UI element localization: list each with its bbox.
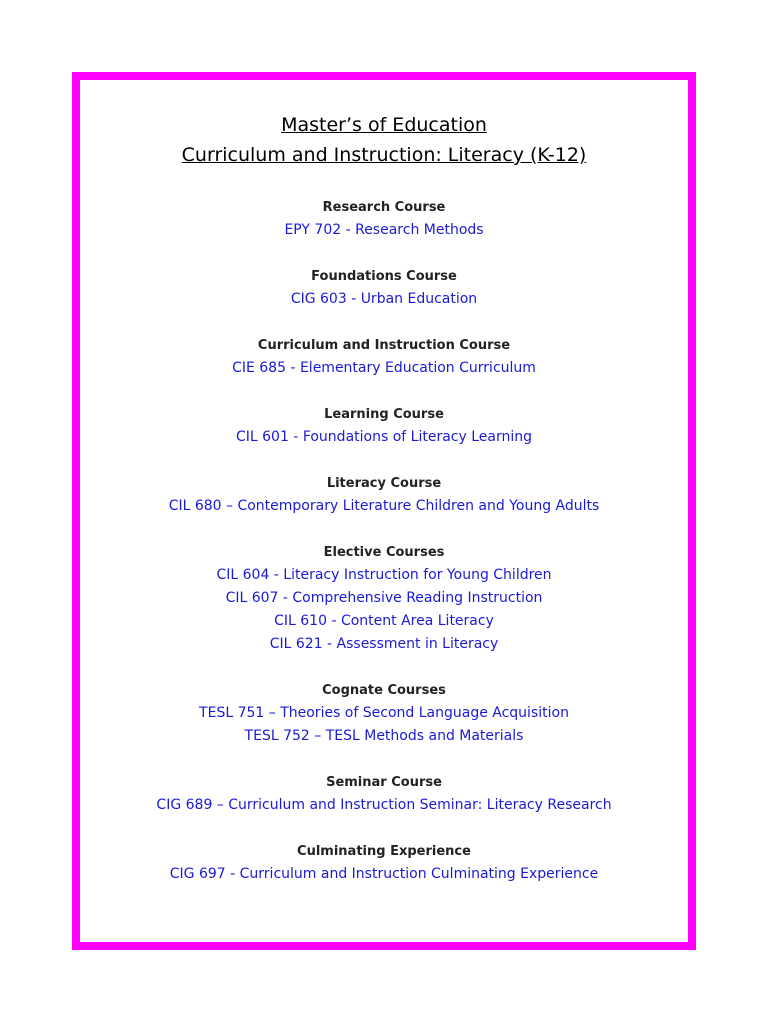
course-item: TESL 751 – Theories of Second Language Acquisition bbox=[199, 705, 569, 721]
section-heading: Research Course bbox=[322, 200, 446, 215]
document-title-line1: Master’s of Education bbox=[281, 114, 487, 136]
course-item: CIL 621 - Assessment in Literacy bbox=[269, 636, 499, 652]
document-border-frame bbox=[72, 72, 696, 950]
course-item: CIL 610 - Content Area Literacy bbox=[274, 613, 494, 629]
section-heading: Seminar Course bbox=[326, 775, 442, 790]
course-item: CIL 607 - Comprehensive Reading Instruction bbox=[225, 590, 543, 606]
course-item: TESL 752 – TESL Methods and Materials bbox=[244, 728, 524, 744]
course-section bbox=[80, 771, 688, 817]
course-item: CIL 604 - Literacy Instruction for Young Children bbox=[216, 567, 552, 583]
section-heading: Curriculum and Instruction Course bbox=[257, 338, 511, 353]
course-section bbox=[80, 679, 688, 748]
document-title-line2: Curriculum and Instruction: Literacy (K-12) bbox=[181, 144, 587, 166]
course-item: CIL 601 - Foundations of Literacy Learning bbox=[235, 429, 532, 445]
course-item: CIG 603 - Urban Education bbox=[290, 291, 478, 307]
section-heading: Literacy Course bbox=[326, 476, 442, 491]
section-heading: Learning Course bbox=[324, 407, 444, 422]
section-heading: Elective Courses bbox=[323, 545, 445, 560]
course-item: CIG 689 – Curriculum and Instruction Seminar: Literacy Research bbox=[156, 797, 612, 813]
course-section bbox=[80, 265, 688, 311]
section-heading: Culminating Experience bbox=[297, 844, 471, 859]
course-section bbox=[80, 334, 688, 380]
course-section bbox=[80, 472, 688, 518]
section-heading: Cognate Courses bbox=[322, 683, 446, 698]
course-section bbox=[80, 840, 688, 886]
course-section bbox=[80, 403, 688, 449]
course-item: CIE 685 - Elementary Education Curriculum bbox=[232, 360, 536, 376]
section-heading: Foundations Course bbox=[311, 269, 457, 284]
course-item: CIG 697 - Curriculum and Instruction Culminating Experience bbox=[169, 866, 599, 882]
course-item: EPY 702 - Research Methods bbox=[284, 222, 484, 238]
course-item: CIL 680 – Contemporary Literature Children and Young Adults bbox=[168, 498, 600, 514]
document-content bbox=[80, 110, 688, 909]
course-sections bbox=[80, 196, 688, 886]
course-section bbox=[80, 541, 688, 656]
course-section bbox=[80, 196, 688, 242]
